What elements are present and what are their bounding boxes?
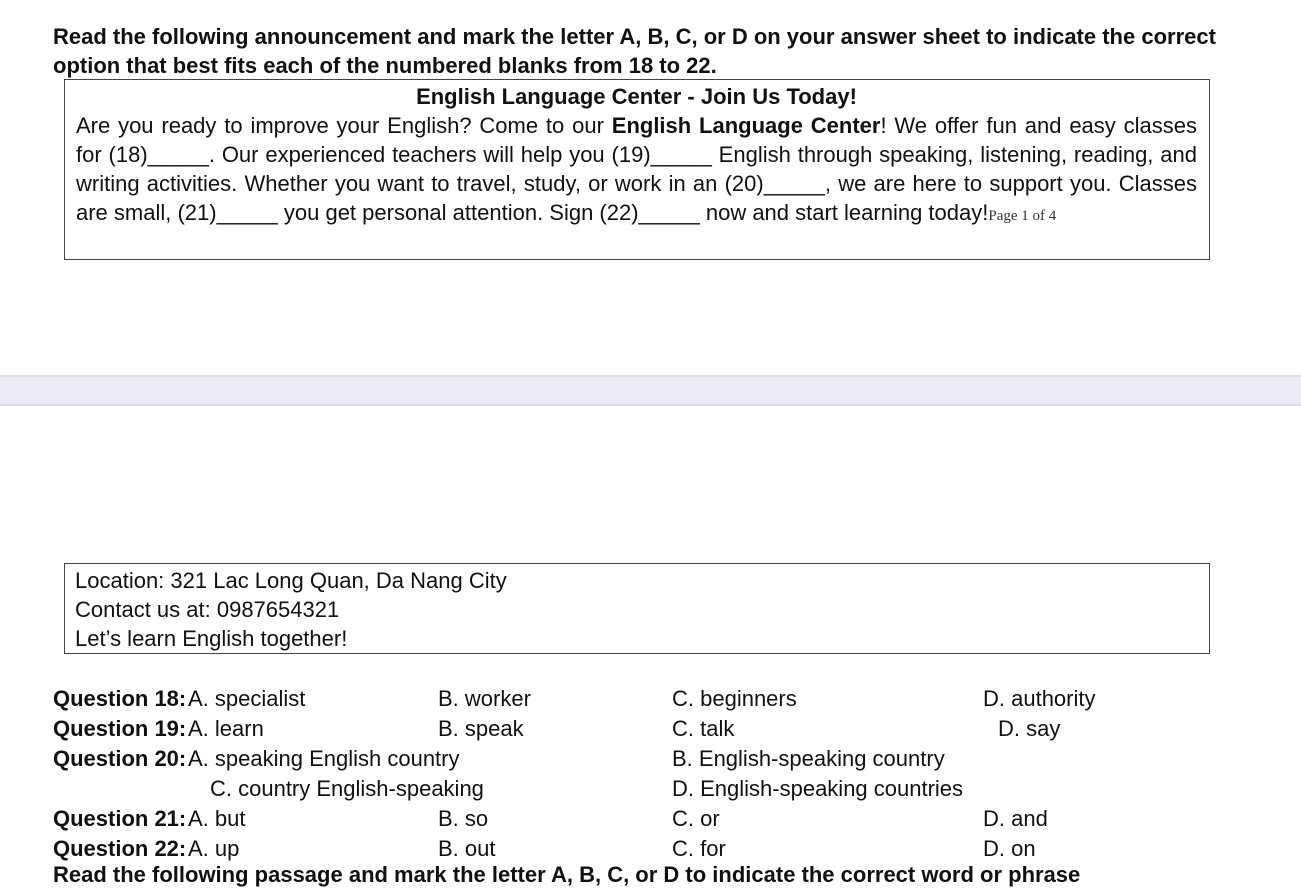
- option-d: D. on: [983, 836, 1036, 861]
- option-d: D. English-speaking countries: [672, 776, 964, 801]
- option-a: A. specialist: [188, 686, 306, 711]
- announcement-box: [64, 79, 1210, 260]
- question-label: Question 22:: [53, 836, 187, 861]
- contact-text: Contact us at: 0987654321: [75, 597, 340, 622]
- option-c: C. for: [672, 836, 726, 861]
- option-a: A. but: [188, 806, 246, 831]
- option-a: A. up: [188, 836, 240, 861]
- announcement-paragraph: [76, 111, 1197, 231]
- option-c: C. beginners: [672, 686, 797, 711]
- question-label: Question 21:: [53, 806, 187, 831]
- para-text: ! We offer fun and easy classes for (18)_____. Our experienced teachers will help you (19)_____ English through speaking, listening, reading, and writing activities. Whether you want to travel, study, or work in an (20)_____, we are here to support you. Classes are small, (21)_____ you get personal attention. Sign (22)_____ now and start learning today!: [76, 113, 1197, 225]
- question-label: Question 18:: [53, 686, 187, 711]
- option-a: A. learn: [188, 716, 264, 741]
- para-text: Are you ready to improve your English? Come to our: [76, 113, 612, 138]
- page-separator: [0, 375, 1301, 406]
- option-b: B. English-speaking country: [672, 746, 945, 771]
- option-d: D. authority: [983, 686, 1096, 711]
- option-d: D. say: [998, 716, 1061, 741]
- option-c: C. or: [672, 806, 720, 831]
- instruction-text: Read the following announcement and mark the letter A, B, C, or D on your answer sheet to indicate the correct option that best fits each of the numbered blanks from 18 to 22.: [53, 24, 1216, 78]
- next-instruction-text: Read the following passage and mark the letter A, B, C, or D to indicate the correct word or phrase: [53, 862, 1081, 887]
- option-c: C. talk: [672, 716, 735, 741]
- option-b: B. so: [438, 806, 489, 831]
- slogan-text: Let’s learn English together!: [75, 626, 348, 651]
- option-b: B. worker: [438, 686, 531, 711]
- page-label: Page 1 of 4: [988, 208, 1057, 224]
- para-bold-text: English Language Center: [611, 113, 881, 138]
- option-d: D. and: [983, 806, 1048, 831]
- location-text: Location: 321 Lac Long Quan, Da Nang City: [75, 568, 507, 593]
- announcement-title: English Language Center - Join Us Today!: [416, 84, 857, 109]
- option-b: B. out: [438, 836, 496, 861]
- contact-box: [64, 563, 1210, 654]
- option-a: A. speaking English country: [188, 746, 460, 771]
- option-b: B. speak: [438, 716, 524, 741]
- question-label: Question 19:: [53, 716, 187, 741]
- option-c: C. country English-speaking: [210, 776, 484, 801]
- question-label: Question 20:: [53, 746, 187, 771]
